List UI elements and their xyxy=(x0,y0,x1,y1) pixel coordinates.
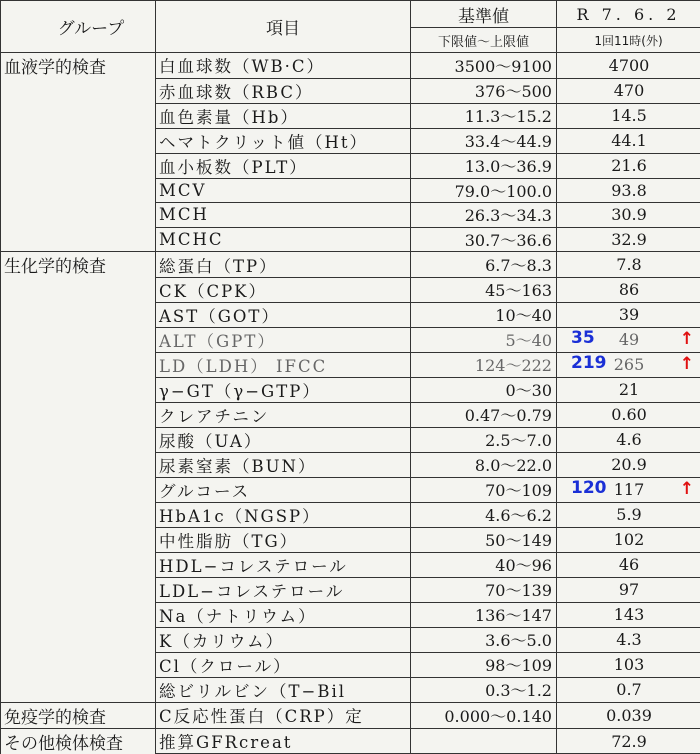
result-value-cell xyxy=(557,452,700,477)
group-cell xyxy=(1,602,156,627)
group-cell xyxy=(1,402,156,427)
result-value: 102 xyxy=(557,530,700,549)
handwritten-note: 120 xyxy=(571,478,607,498)
result-value: 97 xyxy=(557,580,700,599)
item-cell: AST（GOT） xyxy=(156,302,411,327)
table-row xyxy=(1,552,700,577)
table-row xyxy=(1,452,700,477)
group-cell xyxy=(1,352,156,377)
item-cell: K（カリウム） xyxy=(156,627,411,652)
table-row xyxy=(1,477,700,502)
table-row xyxy=(1,652,700,677)
up-arrow-icon: ↑ xyxy=(680,329,694,349)
item-cell: C反応性蛋白（CRP）定 xyxy=(156,702,411,728)
table-row xyxy=(1,427,700,452)
header-date: R 7. 6. 2 xyxy=(557,1,700,28)
item-cell: Na（ナトリウム） xyxy=(156,602,411,627)
item-cell: Cl（クロール） xyxy=(156,652,411,677)
result-value: 44.1 xyxy=(557,131,700,150)
result-value-cell xyxy=(557,352,700,377)
result-value: 4700 xyxy=(557,56,700,75)
table-row xyxy=(1,602,700,627)
group-cell xyxy=(1,103,156,128)
header-reference-sub: 下限値〜上限値 xyxy=(411,28,557,53)
result-value: 93.8 xyxy=(557,181,700,200)
item-cell: 血小板数（PLT） xyxy=(156,153,411,178)
item-cell: MCHC xyxy=(156,227,411,252)
group-cell xyxy=(1,203,156,228)
table-row xyxy=(1,153,700,178)
table-row xyxy=(1,277,700,302)
item-cell: 総蛋白（TP） xyxy=(156,252,411,278)
item-cell: ヘマトクリット値（Ht） xyxy=(156,128,411,153)
header-item: 項目 xyxy=(156,1,411,53)
result-value: 86 xyxy=(557,280,700,299)
result-value: 46 xyxy=(557,555,700,574)
result-value-cell xyxy=(557,178,700,203)
item-cell: 尿酸（UA） xyxy=(156,427,411,452)
table-row xyxy=(1,103,700,128)
result-value-cell xyxy=(557,402,700,427)
result-value: 32.9 xyxy=(557,230,700,249)
header-row-1 xyxy=(1,1,700,28)
group-cell xyxy=(1,302,156,327)
result-value: 0.60 xyxy=(557,405,700,424)
group-cell xyxy=(1,78,156,103)
result-value-cell xyxy=(557,103,700,128)
item-cell: LDL−コレステロール xyxy=(156,577,411,602)
table-row xyxy=(1,227,700,252)
table-row xyxy=(1,702,700,728)
reference-range-cell: 0.47〜0.79 xyxy=(411,402,557,427)
reference-range-cell: 33.4〜44.9 xyxy=(411,128,557,153)
reference-range-cell: 26.3〜34.3 xyxy=(411,203,557,228)
group-cell xyxy=(1,652,156,677)
group-cell xyxy=(1,227,156,252)
group-cell xyxy=(1,327,156,352)
table-row xyxy=(1,377,700,402)
reference-range-cell: 70〜109 xyxy=(411,477,557,502)
group-cell: 血液学的検査 xyxy=(1,53,156,79)
item-cell: CK（CPK） xyxy=(156,277,411,302)
result-value: 0.7 xyxy=(557,680,700,699)
result-value-cell xyxy=(557,252,700,278)
handwritten-note: 35 xyxy=(571,328,595,348)
result-value-cell xyxy=(557,502,700,527)
table-row xyxy=(1,352,700,377)
table-row xyxy=(1,252,700,278)
group-cell xyxy=(1,178,156,203)
item-cell: クレアチニン xyxy=(156,402,411,427)
result-value-cell xyxy=(557,602,700,627)
result-value-cell xyxy=(557,277,700,302)
header-group: グループ xyxy=(1,1,156,53)
table-row xyxy=(1,78,700,103)
result-value-cell xyxy=(557,78,700,103)
result-value: 4.3 xyxy=(557,630,700,649)
header-reference: 基準値 xyxy=(411,1,557,28)
group-cell xyxy=(1,677,156,702)
result-value: 143 xyxy=(557,605,700,624)
result-value: 117 xyxy=(557,480,700,499)
result-value: 30.9 xyxy=(557,205,700,224)
handwritten-note: 219 xyxy=(571,353,607,373)
result-value: 265 xyxy=(557,355,700,374)
result-value: 49 xyxy=(557,330,700,349)
item-cell: 血色素量（Hb） xyxy=(156,103,411,128)
item-cell: HDL−コレステロール xyxy=(156,552,411,577)
group-cell xyxy=(1,627,156,652)
result-value: 5.9 xyxy=(557,505,700,524)
result-value-cell xyxy=(557,227,700,252)
reference-range-cell: 124〜222 xyxy=(411,352,557,377)
result-value-cell xyxy=(557,128,700,153)
reference-range-cell: 6.7〜8.3 xyxy=(411,252,557,278)
result-value: 4.6 xyxy=(557,430,700,449)
table-row xyxy=(1,502,700,527)
group-cell xyxy=(1,277,156,302)
table-row xyxy=(1,327,700,352)
result-value: 20.9 xyxy=(557,455,700,474)
reference-range-cell: 11.3〜15.2 xyxy=(411,103,557,128)
group-cell xyxy=(1,502,156,527)
reference-range-cell: 376〜500 xyxy=(411,78,557,103)
result-value: 72.9 xyxy=(557,732,700,751)
reference-range-cell: 0.000〜0.140 xyxy=(411,702,557,728)
result-value-cell xyxy=(557,377,700,402)
group-cell xyxy=(1,153,156,178)
item-cell: MCH xyxy=(156,203,411,228)
reference-range-cell: 10〜40 xyxy=(411,302,557,327)
group-cell xyxy=(1,527,156,552)
result-value-cell xyxy=(557,702,700,728)
result-value: 470 xyxy=(557,81,700,100)
item-cell: グルコース xyxy=(156,477,411,502)
table-row xyxy=(1,302,700,327)
reference-range-cell: 0〜30 xyxy=(411,377,557,402)
result-value: 21 xyxy=(557,380,700,399)
header-date-sub: 1回11時(外) xyxy=(557,28,700,53)
up-arrow-icon: ↑ xyxy=(680,354,694,374)
result-value-cell xyxy=(557,302,700,327)
item-cell: 中性脂肪（TG） xyxy=(156,527,411,552)
table-row xyxy=(1,402,700,427)
item-cell: 総ビリルビン（T−Bil xyxy=(156,677,411,702)
table-row xyxy=(1,178,700,203)
result-value-cell xyxy=(557,53,700,79)
group-cell xyxy=(1,477,156,502)
table-row xyxy=(1,577,700,602)
item-cell: 白血球数（WB·C） xyxy=(156,53,411,79)
result-value: 7.8 xyxy=(557,255,700,274)
reference-range-cell: 98〜109 xyxy=(411,652,557,677)
result-value: 14.5 xyxy=(557,106,700,125)
item-cell: HbA1c（NGSP） xyxy=(156,502,411,527)
reference-range-cell: 3500〜9100 xyxy=(411,53,557,79)
table-row xyxy=(1,728,700,754)
group-cell xyxy=(1,577,156,602)
reference-range-cell: 70〜139 xyxy=(411,577,557,602)
item-cell: MCV xyxy=(156,178,411,203)
table-row xyxy=(1,627,700,652)
result-value: 103 xyxy=(557,655,700,674)
result-value-cell xyxy=(557,153,700,178)
reference-range-cell: 40〜96 xyxy=(411,552,557,577)
table-row xyxy=(1,527,700,552)
reference-range-cell: 30.7〜36.6 xyxy=(411,227,557,252)
reference-range-cell: 79.0〜100.0 xyxy=(411,178,557,203)
group-cell xyxy=(1,452,156,477)
group-cell: その他検体検査 xyxy=(1,728,156,754)
group-cell: 免疫学的検査 xyxy=(1,702,156,728)
group-cell xyxy=(1,377,156,402)
item-cell: 尿素窒素（BUN） xyxy=(156,452,411,477)
item-cell: ALT（GPT） xyxy=(156,327,411,352)
reference-range-cell: 8.0〜22.0 xyxy=(411,452,557,477)
reference-range-cell: 136〜147 xyxy=(411,602,557,627)
result-value-cell xyxy=(557,552,700,577)
result-value: 21.6 xyxy=(557,156,700,175)
table-row xyxy=(1,128,700,153)
item-cell: 推算GFRcreat xyxy=(156,728,411,754)
reference-range-cell: 4.6〜6.2 xyxy=(411,502,557,527)
item-cell: γ−GT（γ−GTP） xyxy=(156,377,411,402)
reference-range-cell: 45〜163 xyxy=(411,277,557,302)
result-value: 0.039 xyxy=(557,706,700,725)
result-value-cell xyxy=(557,477,700,502)
results-body xyxy=(1,53,700,754)
up-arrow-icon: ↑ xyxy=(680,479,694,499)
result-value: 39 xyxy=(557,305,700,324)
reference-range-cell: 5〜40 xyxy=(411,327,557,352)
group-cell xyxy=(1,552,156,577)
result-value-cell xyxy=(557,627,700,652)
result-value-cell xyxy=(557,527,700,552)
result-value-cell xyxy=(557,427,700,452)
result-value-cell xyxy=(557,677,700,702)
result-value-cell xyxy=(557,577,700,602)
item-cell: 赤血球数（RBC） xyxy=(156,78,411,103)
group-cell xyxy=(1,427,156,452)
result-value-cell xyxy=(557,327,700,352)
result-value-cell xyxy=(557,728,700,754)
table-row xyxy=(1,53,700,79)
result-value-cell xyxy=(557,203,700,228)
reference-range-cell: 50〜149 xyxy=(411,527,557,552)
result-value-cell xyxy=(557,652,700,677)
group-cell: 生化学的検査 xyxy=(1,252,156,278)
reference-range-cell: 3.6〜5.0 xyxy=(411,627,557,652)
table-row xyxy=(1,677,700,702)
reference-range-cell: 13.0〜36.9 xyxy=(411,153,557,178)
reference-range-cell: 0.3〜1.2 xyxy=(411,677,557,702)
item-cell: LD（LDH） IFCC xyxy=(156,352,411,377)
reference-range-cell xyxy=(411,728,557,754)
reference-range-cell: 2.5〜7.0 xyxy=(411,427,557,452)
table-row xyxy=(1,203,700,228)
group-cell xyxy=(1,128,156,153)
